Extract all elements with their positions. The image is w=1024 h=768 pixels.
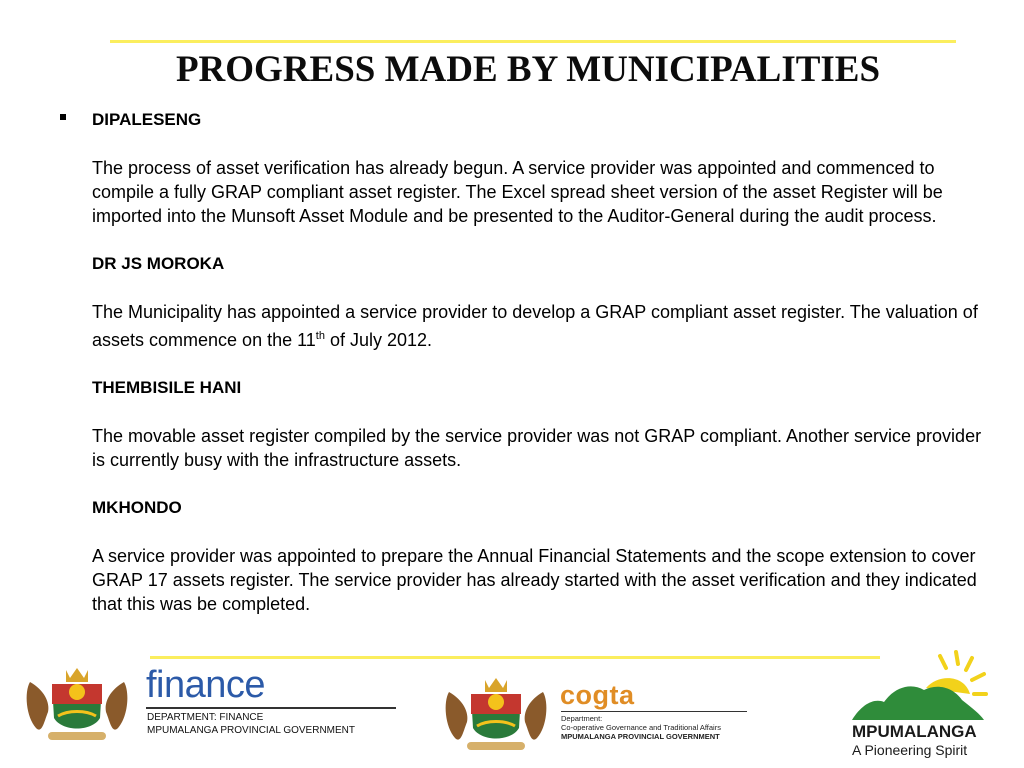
slide-content — [92, 108, 992, 616]
section-heading-mkhondo: MKHONDO — [92, 498, 182, 517]
section-text-mkhondo: A service provider was appointed to prepare the Annual Financial Statements and the scope extension to cover GRAP 17 assets register. The service provider has already started with the asset verification and they indicated that this was be completed. — [92, 546, 977, 614]
bullet-icon — [60, 114, 66, 120]
coat-of-arms-icon — [22, 662, 132, 746]
bottom-divider — [150, 656, 880, 659]
slide-title: PROGRESS MADE BY MUNICIPALITIES — [175, 49, 881, 90]
section-heading-dr-js-moroka: DR JS MOROKA — [92, 254, 225, 273]
moroka-text-part1: The Municipality has appointed a service provider to develop a GRAP compliant asset register. The valuation of assets commence on the 11 — [92, 302, 978, 350]
mpumalanga-slogan: A Pioneering Spirit — [852, 742, 968, 758]
cogta-name-label: Co-operative Governance and Traditional Affairs — [561, 723, 721, 732]
section-text-dipaleseng: The process of asset verification has already begun. A service provider was appointed and commenced to compile a fully GRAP compliant asset register. The Excel spread sheet version of the asset Register will be imported into the Munsoft Asset Module and be presented to the Auditor-General during the audit process. — [92, 158, 943, 226]
cogta-underline — [561, 711, 747, 712]
moroka-text-part2: of July 2012. — [324, 330, 433, 350]
finance-dept-label: DEPARTMENT: FINANCE — [147, 712, 264, 723]
section-text-thembisile-hani: The movable asset register compiled by the service provider was not GRAP compliant. Another service provider is currently busy with the infrastructure assets. — [92, 426, 982, 470]
finance-logo-text: finance — [146, 664, 266, 706]
moroka-superscript: th — [315, 330, 325, 342]
section-heading-thembisile-hani: THEMBISILE HANI — [92, 378, 242, 397]
finance-underline — [146, 707, 396, 709]
coat-of-arms-icon — [436, 672, 556, 756]
top-divider — [110, 40, 956, 43]
finance-gov-label: MPUMALANGA PROVINCIAL GOVERNMENT — [147, 725, 355, 736]
cogta-gov-label: MPUMALANGA PROVINCIAL GOVERNMENT — [561, 732, 720, 741]
section-text-dr-js-moroka — [92, 300, 992, 352]
mpumalanga-name: MPUMALANGA — [852, 722, 977, 741]
cogta-logo-text: cogta — [560, 680, 635, 710]
cogta-dept-label: Department: — [561, 714, 603, 723]
section-heading-dipaleseng: DIPALESENG — [92, 110, 202, 129]
